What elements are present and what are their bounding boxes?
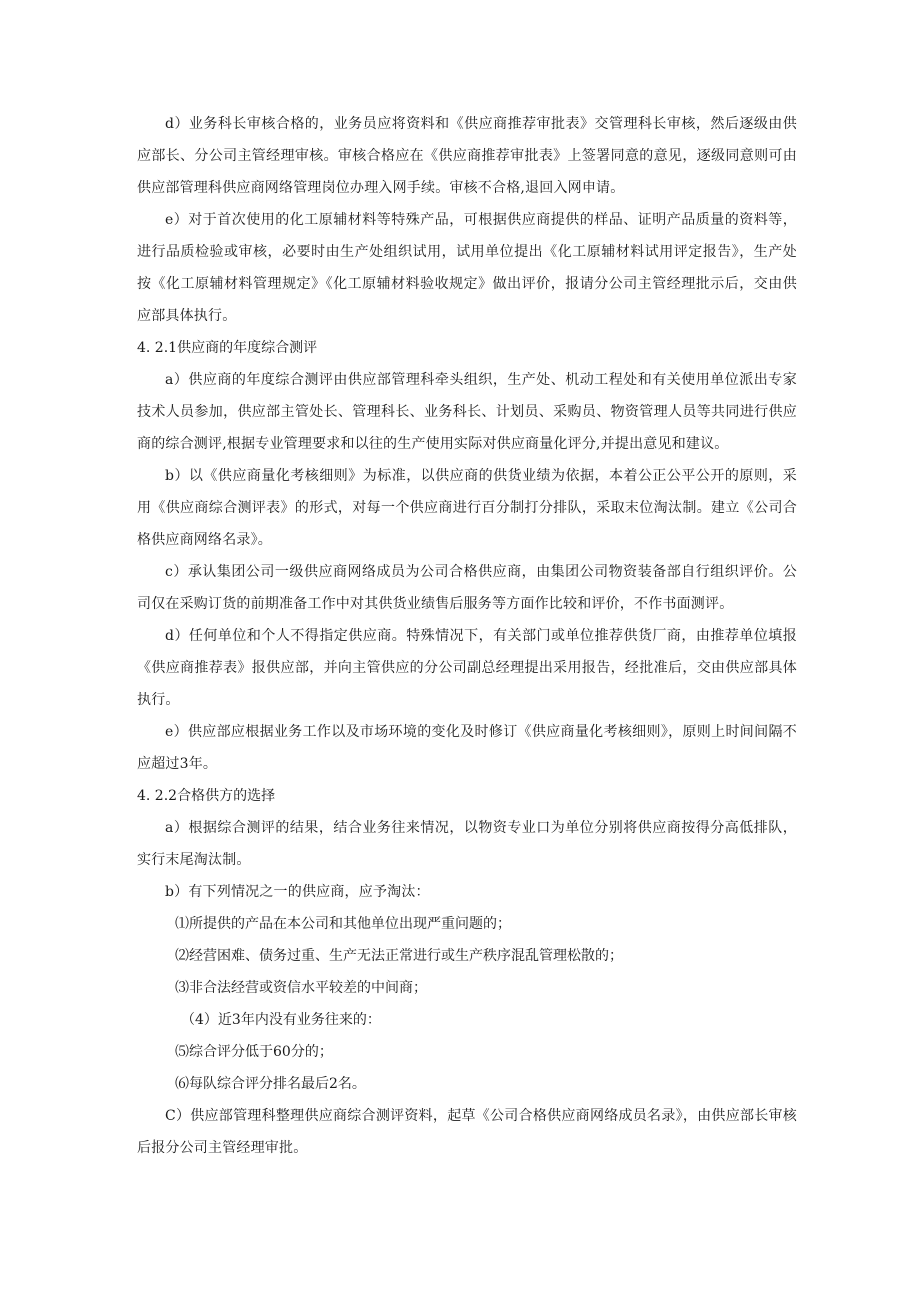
paragraph-c-roster-draft: C）供应部管理科整理供应商综合测评资料，起草《公司合格供应商网络成员名录》，由供应部长审核后报分公司主管经理审批。 <box>137 1108 797 1156</box>
paragraph-a-ranking: a）根据综合测评的结果，结合业务往来情况，以物资专业口为单位分别将供应商按得分高低排队，实行末尾淘汰制。 <box>137 820 797 868</box>
list-item-6: ⑹每队综合评分排名最后2名。 <box>175 1076 366 1092</box>
section-heading-4-2-2: 4. 2.2合格供方的选择 <box>137 788 276 804</box>
list-item-1: ⑴所提供的产品在本公司和其他单位出现严重问题的； <box>175 916 511 932</box>
paragraph-d-no-designation: d）任何单位和个人不得指定供应商。特殊情况下，有关部门或单位推荐供货厂商，由推荐单位填报《供应商推荐表》报供应部，并向主管供应的分公司副总经理提出采用报告，经批准后，交由供应部具体执行。 <box>137 628 797 708</box>
list-item-2: ⑵经营困难、债务过重、生产无法正常进行或生产秩序混乱管理松散的； <box>175 948 623 964</box>
paragraph-b-elimination: b）有下列情况之一的供应商，应予淘汰： <box>165 884 430 900</box>
paragraph-a-annual-evaluation: a）供应商的年度综合测评由供应部管理科牵头组织，生产处、机动工程处和有关使用单位派出专家技术人员参加，供应部主管处长、管理科长、业务科长、计划员、采购员、物资管理人员等共同进行供应商的综合测评,根据专业管理要求和以往的生产使用实际对供应商量化评分,并提出意见和建议。 <box>137 372 797 452</box>
list-item-3: ⑶非合法经营或资信水平较差的中间商； <box>175 980 427 996</box>
paragraph-d-review: d）业务科长审核合格的，业务员应将资料和《供应商推荐审批表》交管理科长审核，然后逐级由供应部长、分公司主管经理审核。审核合格应在《供应商推荐审批表》上签署同意的意见，逐级同意则可由供应部管理科供应商网络管理岗位办理入网手续。审核不合格,退回入网申请。 <box>137 116 797 196</box>
document-page <box>137 108 797 1164</box>
paragraph-e-chemical-materials: e）对于首次使用的化工原辅材料等特殊产品，可根据供应商提供的样品、证明产品质量的资料等，进行品质检验或审核，必要时由生产处组织试用，试用单位提出《化工原辅材料试用评定报告》，生产处按《化工原辅材料管理规定》《化工原辅材料验收规定》做出评价，报请分公司主管经理批示后，交由供应部具体执行。 <box>137 212 797 324</box>
list-item-5: ⑸综合评分低于60分的； <box>175 1044 333 1060</box>
section-heading-4-2-1: 4. 2.1供应商的年度综合测评 <box>137 340 318 356</box>
list-item-4: （4）近3年内没有业务往来的： <box>181 1012 381 1028</box>
paragraph-c-group-suppliers: c）承认集团公司一级供应商网络成员为公司合格供应商，由集团公司物资装备部自行组织评价。公司仅在采购订货的前期准备工作中对其供货业绩售后服务等方面作比较和评价，不作书面测评。 <box>137 564 797 612</box>
paragraph-b-quantitative-criteria: b）以《供应商量化考核细则》为标准，以供应商的供货业绩为依据，本着公正公平公开的原则，采用《供应商综合测评表》的形式，对每一个供应商进行百分制打分排队，采取末位淘汰制。建立《公司合格供应商网络名录》。 <box>137 468 797 548</box>
paragraph-e-revise-rules: e）供应部应根据业务工作以及市场环境的变化及时修订《供应商量化考核细则》，原则上时间间隔不应超过3年。 <box>137 724 797 772</box>
